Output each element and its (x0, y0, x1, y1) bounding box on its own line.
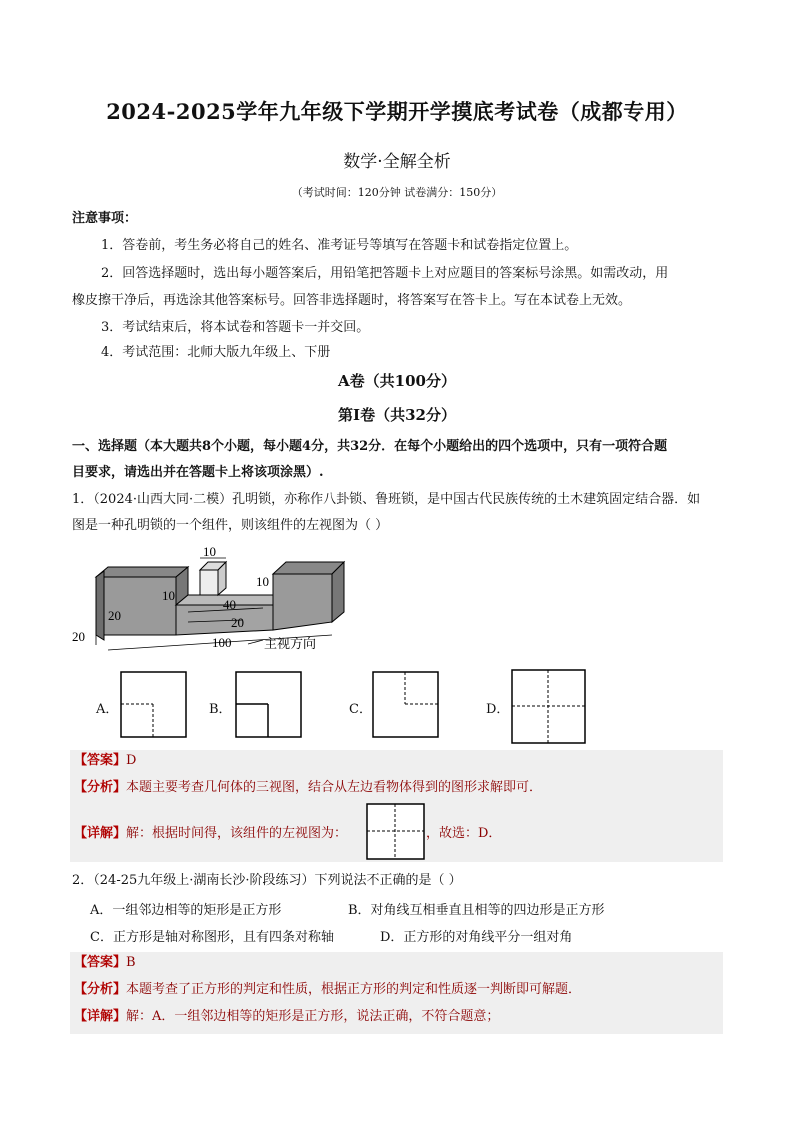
dim-top-width: 10 (203, 544, 216, 559)
detail-tag: 【详解】 (74, 1009, 127, 1024)
answer-tag: 【答案】 (74, 753, 127, 768)
q1-detail-figure (366, 803, 426, 861)
analysis-tag: 【分析】 (74, 982, 127, 997)
q2-detail-line (74, 1008, 499, 1026)
dim-total-length: 100 (212, 635, 232, 650)
q2-option-c[interactable]: C．正方形是轴对称图形，且有四条对称轴 (90, 930, 334, 945)
section-a-volume: A卷（共100分） (338, 372, 456, 390)
q1-detail-after: ，故选：D． (426, 826, 502, 841)
q2-analysis-line (74, 981, 581, 999)
notice-item-2-cont: 橡皮擦干净后，再选涂其他答案标号。回答非选择题时，将答案写在答卡上。写在本试卷上无效。 (72, 293, 632, 308)
q1-analysis: 本题主要考查几何体的三视图，结合从左边看物体得到的图形求解即可． (126, 780, 543, 795)
q1-option-c-figure[interactable] (372, 671, 440, 739)
q1-stem-line-1: 1．（2024·山西大同·二模）孔明锁，亦称作八卦锁、鲁班锁，是中国古代民族传统的土木建筑固定结合器．如 (72, 492, 701, 507)
q1-option-d-label[interactable]: D． (486, 702, 510, 717)
dim-base-height: 20 (72, 629, 85, 644)
q1-answer: D (126, 753, 137, 768)
view-direction-label: 主视方向 (264, 636, 317, 651)
q1-option-b-figure[interactable] (235, 671, 303, 739)
q2-detail: 解：A．一组邻边相等的矩形是正方形，说法正确，不符合题意； (126, 1009, 500, 1024)
notice-heading: 注意事项： (72, 211, 138, 226)
q2-option-d[interactable]: D．正方形的对角线平分一组对角 (380, 930, 573, 945)
instructions-line-1: 一、选择题（本大题共8个小题，每小题4分，共32分．在每个小题给出的四个选项中，只有一项符合题 (72, 439, 668, 454)
q2-analysis: 本题考查了正方形的判定和性质，根据正方形的判定和性质逐一判断即可解题． (126, 982, 582, 997)
section-part-one: 第Ⅰ卷（共32分） (338, 406, 456, 424)
notice-item-1: 1．答卷前，考生务必将自己的姓名、准考证号等填写在答题卡和试卷指定位置上。 (101, 238, 578, 253)
q1-stem-line-2: 图是一种孔明锁的一个组件，则该组件的左视图为（ ） (72, 518, 389, 533)
q1-detail-line (74, 825, 347, 843)
dim-inner-length: 40 (223, 597, 236, 612)
q2-option-b[interactable]: B．对角线互相垂直且相等的四边形是正方形 (348, 903, 605, 918)
dim-right-height: 10 (256, 574, 269, 589)
dim-front-height: 20 (108, 608, 121, 623)
q2-stem: 2．（24-25九年级上·湖南长沙·阶段练习）下列说法不正确的是（ ） (72, 873, 462, 888)
answer-tag: 【答案】 (74, 955, 127, 970)
page-title: 2024-2025学年九年级下学期开学摸底考试卷（成都专用） (106, 99, 688, 124)
q1-option-b-label[interactable]: B． (209, 702, 232, 717)
q1-option-a-label[interactable]: A． (96, 702, 119, 717)
q1-option-d-figure[interactable] (511, 669, 587, 745)
exam-time-info: （考试时间：120分钟 试卷满分：150分） (291, 186, 503, 199)
q1-option-a-figure[interactable] (120, 671, 188, 739)
subtitle: 数学·全解全析 (343, 152, 451, 172)
q1-option-c-label[interactable]: C． (349, 702, 372, 717)
notice-item-2: 2．回答选择题时，选出每小题答案后，用铅笔把答题卡上对应题目的答案标号涂黑。如需改动，用 (101, 266, 669, 281)
analysis-tag: 【分析】 (74, 780, 127, 795)
q2-option-a[interactable]: A．一组邻边相等的矩形是正方形 (90, 903, 282, 918)
notice-item-3: 3．考试结束后，将本试卷和答题卡一并交回。 (101, 320, 370, 335)
q1-answer-line (74, 752, 136, 770)
q1-analysis-line (74, 779, 542, 797)
dim-left-height: 10 (162, 588, 175, 603)
q2-answer: B (126, 955, 136, 970)
kongming-lock-figure (68, 540, 358, 660)
q1-detail-before: 解：根据时间得，该组件的左视图为： (126, 826, 348, 841)
notice-item-4: 4．考试范围：北师大版九年级上、下册 (101, 345, 331, 360)
q2-answer-line (74, 954, 136, 972)
dim-mid-length: 20 (231, 615, 244, 630)
instructions-line-2: 目要求，请选出并在答题卡上将该项涂黑）. (72, 465, 324, 480)
detail-tag: 【详解】 (74, 826, 127, 841)
